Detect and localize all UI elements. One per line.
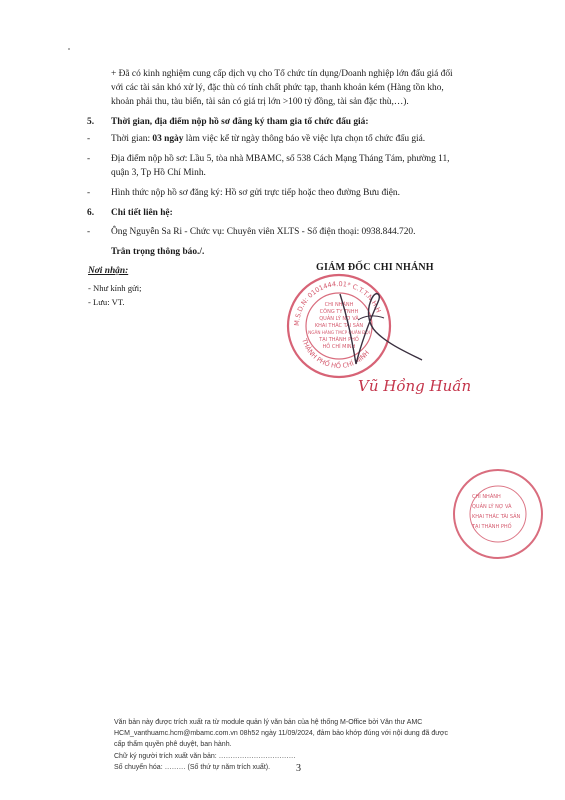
handwritten-signature xyxy=(318,280,428,380)
seal-center-line: NGÂN HÀNG TMCP QUÂN ĐỘI xyxy=(308,330,370,335)
seal-center-line: QUẢN LÝ NỢ VÀ xyxy=(319,316,359,322)
time-suffix: làm việc kể từ ngày thông báo về việc lựa chọn tổ chức đấu giá. xyxy=(183,134,426,144)
section-5-time xyxy=(111,133,425,145)
seal-ring-text: M.S.D.N: 0101444.01* C.T.T.N.H.H xyxy=(292,279,383,327)
body-line-3: khoản phải thu, tàu biển, tài sản có giá trị lớn >100 tỷ đồng, tài sản đặc thù,…). xyxy=(111,97,409,107)
bullet-dash: - xyxy=(87,188,91,198)
recipients-title: Nơi nhận: xyxy=(88,266,129,276)
recipient-item-1: - Như kính gửi; xyxy=(88,283,142,293)
scan-speck xyxy=(68,48,70,50)
footer-line-4: Chữ ký người trích xuất văn bản: …………………………… xyxy=(114,753,296,760)
page-number: 3 xyxy=(296,763,301,774)
seal-bottom-text: THÀNH PHỐ HỒ CHÍ MINH xyxy=(300,337,372,371)
section-6-number: 6. xyxy=(87,208,95,218)
margin-seal-line: KHAI THÁC TÀI SẢN xyxy=(472,514,521,520)
footer-line-5: Số chuyển hóa: ……… (Số thứ tự năm trích xuất). xyxy=(114,764,271,771)
closing-line: Trân trọng thông báo./. xyxy=(111,247,205,257)
signature-title: GIÁM ĐỐC CHI NHÁNH xyxy=(316,262,434,273)
signer-name: Vũ Hồng Huấn xyxy=(358,377,472,395)
bullet-dash: - xyxy=(87,227,91,237)
section-5-place-line-1: Địa điểm nộp hồ sơ: Lầu 5, tòa nhà MBAMC, số 538 Cách Mạng Tháng Tám, phường 11, xyxy=(111,154,450,164)
section-5-form: Hình thức nộp hồ sơ đăng ký: Hồ sơ gửi trực tiếp hoặc theo đường Bưu điện. xyxy=(111,188,400,198)
section-6-title: Chi tiết liên hệ: xyxy=(111,208,173,218)
section-5-title: Thời gian, địa điểm nộp hồ sơ đăng ký tham gia tổ chức đấu giá: xyxy=(111,117,369,127)
seal-center-line: HỒ CHÍ MINH xyxy=(322,344,356,350)
footer-line-2: HCM_vanthuamc.hcm@mbamc.com.vn 08h52 ngày 11/09/2024, đảm bảo khớp đúng với nội dung đã được xyxy=(114,730,449,737)
seal-center-line: KHAI THÁC TÀI SẢN xyxy=(314,323,364,329)
section-5-number: 5. xyxy=(87,117,95,127)
bullet-dash: - xyxy=(87,134,91,144)
margin-seal-line: CHI NHÁNH xyxy=(472,494,501,500)
body-line-1: + Đã có kinh nghiệm cung cấp dịch vụ cho Tổ chức tín dụng/Doanh nghiệp lớn đấu giá đối xyxy=(111,69,453,79)
seal-center-line: CÔNG TY TNHH xyxy=(319,309,359,315)
footer-line-3: cấp thẩm quyền phê duyệt, ban hành. xyxy=(114,741,232,748)
bullet-dash: - xyxy=(87,154,91,164)
recipient-item-2: - Lưu: VT. xyxy=(88,297,125,307)
section-5-place-line-2: quận 3, Tp Hồ Chí Minh. xyxy=(111,168,206,178)
margin-seal-line: QUẢN LÝ NỢ VÀ xyxy=(472,504,512,510)
time-days: 03 ngày xyxy=(152,134,184,144)
footer-line-1: Văn bản này được trích xuất ra từ module quản lý văn bản của hệ thống M-Office bởi Văn thư AMC xyxy=(114,719,423,726)
time-prefix: Thời gian: xyxy=(111,134,153,144)
seal-center-line: TẠI THÀNH PHỐ xyxy=(319,337,359,343)
body-line-2: với các tài sản khó xử lý, đặc thù có tính chất phức tạp, thanh khoản kém (Hàng tồn kho, xyxy=(111,83,444,93)
margin-seal xyxy=(452,468,521,560)
margin-seal-line: TẠI THÀNH PHỐ xyxy=(472,524,512,530)
section-6-contact: Ông Nguyễn Sa Ri - Chức vụ: Chuyên viên XLTS - Số điện thoại: 0938.844.720. xyxy=(111,227,416,237)
seal-center-line: CHI NHÁNH xyxy=(324,302,354,308)
